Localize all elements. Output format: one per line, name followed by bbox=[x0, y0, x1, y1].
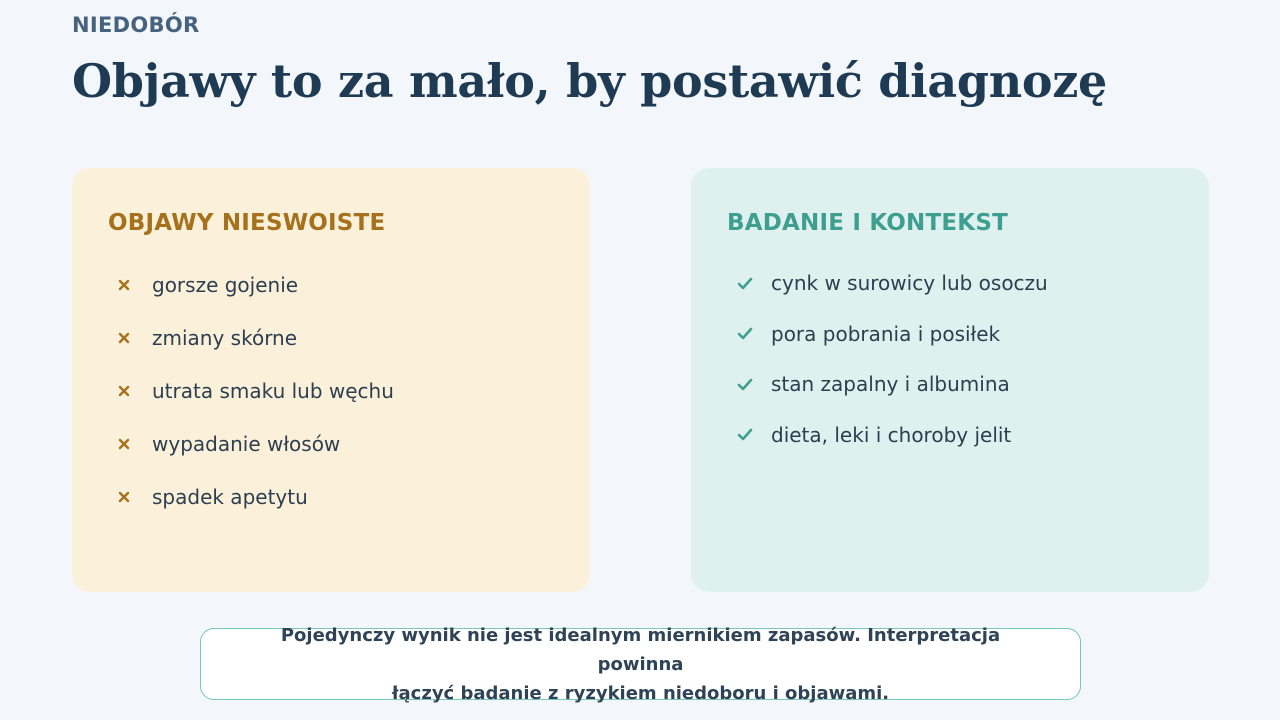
check-icon bbox=[727, 277, 771, 290]
list-item-label: utrata smaku lub węchu bbox=[152, 378, 394, 403]
list-item bbox=[108, 364, 554, 417]
check-icon bbox=[727, 327, 771, 340]
list-item bbox=[108, 311, 554, 364]
cross-icon bbox=[108, 385, 152, 397]
list-item bbox=[727, 258, 1173, 309]
cross-icon bbox=[108, 438, 152, 450]
list-item bbox=[108, 470, 554, 523]
list-item bbox=[727, 309, 1173, 360]
list-item-label: wypadanie włosów bbox=[152, 431, 341, 456]
checklist bbox=[727, 258, 1173, 460]
test-and-context-card bbox=[691, 168, 1209, 592]
cross-icon bbox=[108, 332, 152, 344]
list-item-label: gorsze gojenie bbox=[152, 272, 299, 297]
note-line: łączyć badanie z ryzykiem niedoboru i objawami. bbox=[391, 682, 890, 704]
note-line: Pojedynczy wynik nie jest idealnym miernikiem zapasów. Interpretacja powinna bbox=[280, 624, 1001, 675]
card-heading: BADANIE I KONTEKST bbox=[727, 210, 1008, 236]
list-item-label: dieta, leki i choroby jelit bbox=[771, 422, 1012, 447]
list-item-label: pora pobrania i posiłek bbox=[771, 321, 1001, 346]
list-item bbox=[108, 258, 554, 311]
list-item-label: spadek apetytu bbox=[152, 484, 308, 509]
list-item bbox=[108, 417, 554, 470]
slide-title: Objawy to za mało, by postawić diagnozę bbox=[72, 54, 1108, 108]
check-icon bbox=[727, 378, 771, 391]
list-item bbox=[727, 359, 1173, 410]
check-icon bbox=[727, 428, 771, 441]
note-text bbox=[241, 621, 1040, 708]
list-item bbox=[727, 410, 1173, 461]
nonspecific-symptoms-card bbox=[72, 168, 590, 592]
cross-icon bbox=[108, 279, 152, 291]
symptom-list bbox=[108, 258, 554, 523]
list-item-label: stan zapalny i albumina bbox=[771, 372, 1010, 397]
list-item-label: zmiany skórne bbox=[152, 325, 298, 350]
interpretation-note bbox=[200, 624, 1081, 704]
section-eyebrow: NIEDOBÓR bbox=[72, 13, 200, 37]
card-heading: OBJAWY NIESWOISTE bbox=[108, 210, 386, 236]
list-item-label: cynk w surowicy lub osoczu bbox=[771, 271, 1048, 296]
cross-icon bbox=[108, 491, 152, 503]
